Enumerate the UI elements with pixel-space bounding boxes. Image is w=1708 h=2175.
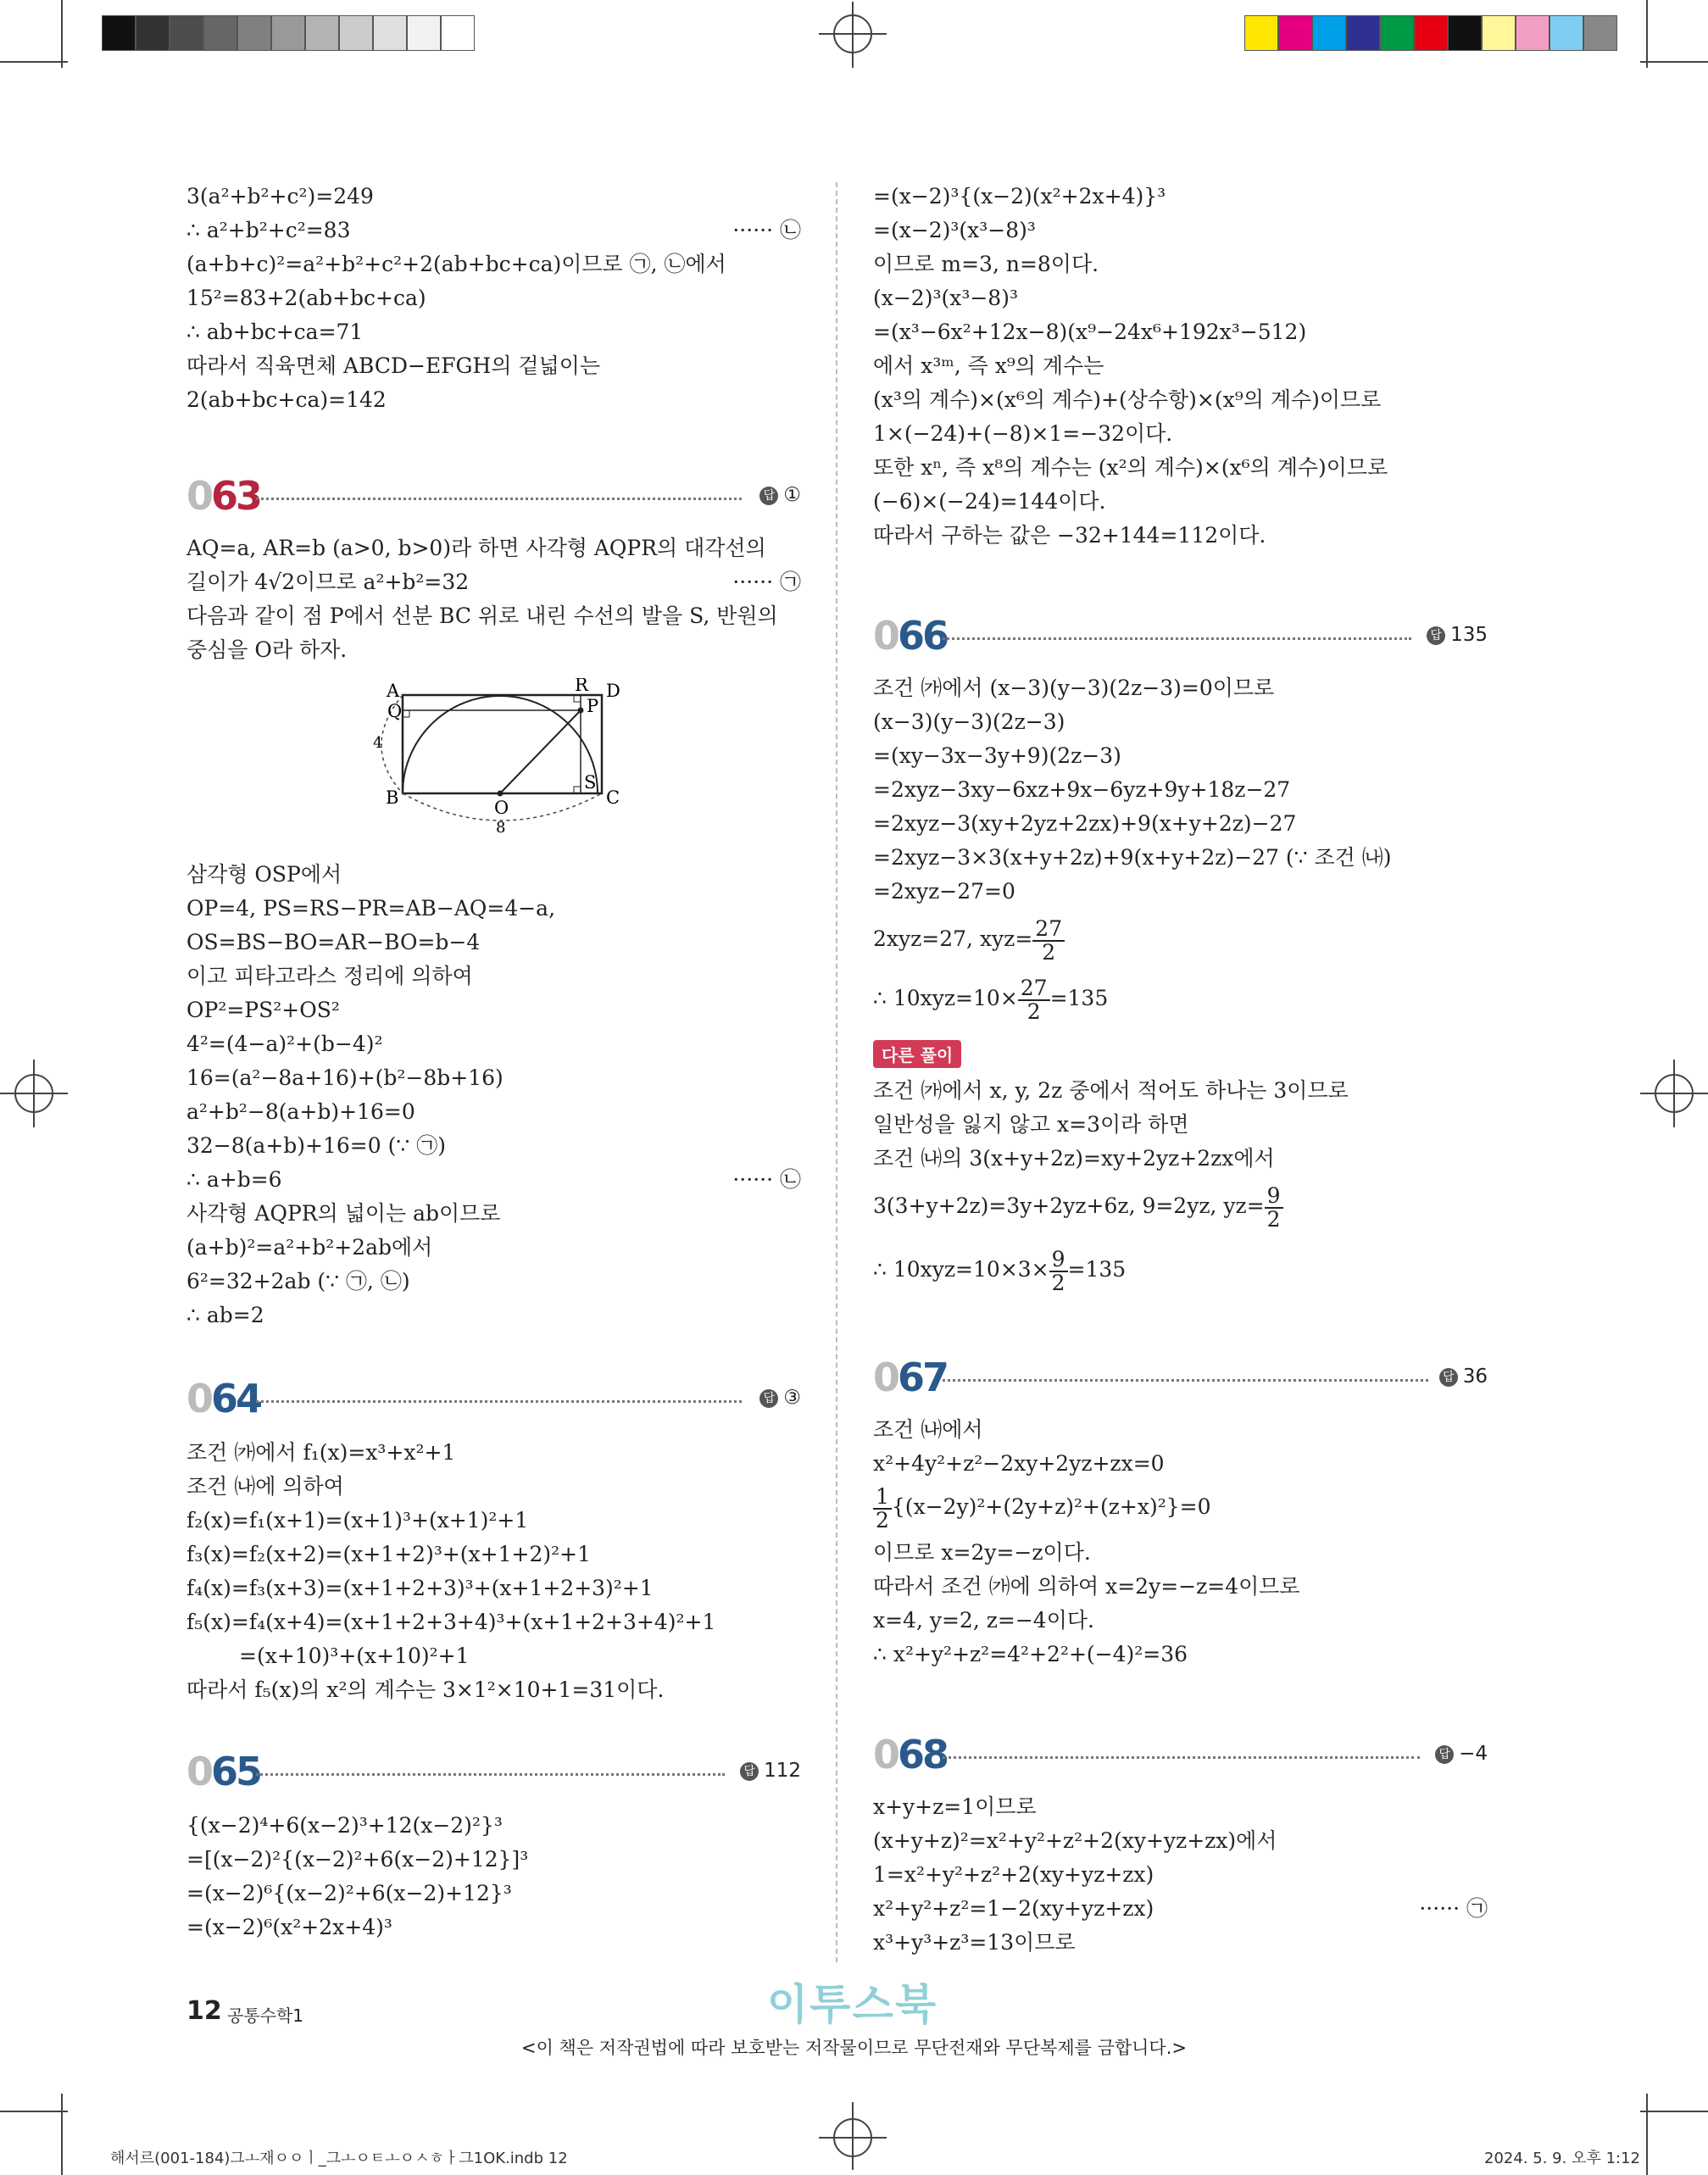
fig-label: P: [587, 696, 599, 716]
equation-marker: ······ ㉠: [732, 570, 801, 594]
fraction-line: ∴ 10xyz=10× $\frac{27}{2}$ =135: [873, 975, 1109, 1024]
crop-mark: [1646, 0, 1648, 68]
book-title: 공통수학1: [227, 2005, 304, 2026]
text-line: OP=4, PS=RS−PR=AB−AQ=4−a,: [186, 896, 556, 921]
crop-mark: [0, 61, 68, 63]
text-line: =2xyz−3xy−6xz+9x−6yz+9y+18z−27: [873, 777, 1291, 802]
leader-dots: [256, 1400, 742, 1403]
answer-badge: 답 112: [740, 1756, 801, 1785]
leader-dots: [943, 1379, 1428, 1382]
text-line: (x−2)³(x³−8)³: [873, 286, 1018, 310]
text-line: 중심을 O라 하자.: [186, 637, 348, 662]
answer-icon: 답: [1427, 626, 1445, 645]
crop-mark: [61, 2094, 63, 2175]
text-line: x²+y²+z²=1−2(xy+yz+zx): [873, 1896, 1154, 1921]
text-line: x+y+z=1이므로: [873, 1794, 1037, 1819]
text-line: 6²=32+2ab (∵ ㉠, ㉡): [186, 1269, 410, 1293]
color-swatch: [305, 15, 339, 51]
text-line: 따라서 구하는 값은 −32+144=112이다.: [873, 523, 1266, 548]
leader-dots: [943, 1756, 1420, 1759]
text-line: =(x³−6x²+12x−8)(x⁹−24x⁶+192x³−512): [873, 320, 1307, 344]
text-line: 32−8(a+b)+16=0 (∵ ㉠): [186, 1133, 446, 1158]
text-line: 1=x²+y²+z²+2(xy+yz+zx): [873, 1862, 1154, 1887]
text-line: 조건 ㈏에 의하여: [186, 1474, 344, 1499]
text-line: 조건 ㈎에서 x, y, 2z 중에서 적어도 하나는 3이므로: [873, 1078, 1349, 1103]
crop-mark: [0, 2111, 68, 2112]
text-line: =(x−2)⁶{(x−2)²+6(x−2)+12}³: [186, 1881, 512, 1905]
registration-target-top: [819, 2, 887, 70]
problem-number: 067: [873, 1355, 948, 1400]
fig-label: C: [606, 787, 620, 808]
fig-label: 4: [373, 734, 383, 752]
answer-icon: 답: [1439, 1368, 1458, 1387]
color-swatch: [1312, 15, 1346, 51]
text-line: 16=(a²−8a+16)+(b²−8b+16): [186, 1065, 503, 1090]
fig-label: O: [494, 798, 509, 818]
text-line: f₄(x)=f₃(x+3)=(x+1+2+3)³+(x+1+2+3)²+1: [186, 1576, 654, 1600]
fig-label: A: [387, 681, 400, 701]
color-swatch: [1448, 15, 1482, 51]
text-line: f₃(x)=f₂(x+2)=(x+1+2)³+(x+1+2)²+1: [186, 1542, 591, 1566]
text-line: ∴ x²+y²+z²=4²+2²+(−4)²=36: [873, 1642, 1188, 1666]
text-line: 조건 ㈏의 3(x+y+2z)=xy+2yz+2zx에서: [873, 1146, 1275, 1171]
text-line: 조건 ㈎에서 f₁(x)=x³+x²+1: [186, 1440, 456, 1465]
text-line: 길이가 4√2이므로 a²+b²=32: [186, 570, 470, 594]
problem-number: 063: [186, 473, 261, 519]
page-number: 12: [186, 1996, 222, 2026]
color-swatch: [170, 15, 203, 51]
problem-number: 065: [186, 1749, 261, 1794]
text-line: 다음과 같이 점 P에서 선분 BC 위로 내린 수선의 발을 S, 반원의: [186, 604, 778, 628]
copyright-notice: <이 책은 저작권법에 따라 보호받는 저작물이므로 무단전재와 무단복제를 금합니다.>: [521, 2038, 1187, 2058]
fig-label: B: [386, 787, 399, 808]
color-swatch: [407, 15, 441, 51]
text-line: 에서 x³ᵐ, 즉 x⁹의 계수는: [873, 353, 1104, 378]
answer-badge: 답 36: [1439, 1362, 1488, 1391]
text-line: (x³의 계수)×(x⁶의 계수)+(상수항)×(x⁹의 계수)이므로: [873, 387, 1382, 412]
text-line: (a+b+c)²=a²+b²+c²+2(ab+bc+ca)이므로 ㉠, ㉡에서: [186, 252, 726, 276]
publisher-logo: 이투스북: [767, 1980, 938, 2029]
fig-label: Q: [387, 701, 403, 721]
registration-target-bottom: [819, 2102, 887, 2170]
fraction-line: 3(3+y+2z)=3y+2yz+6z, 9=2yz, yz= $\frac{9}{2}$: [873, 1182, 1283, 1231]
text-line: ∴ a²+b²+c²=83: [186, 218, 351, 242]
rectangle-semicircle-figure: [364, 678, 644, 848]
text-line: =[(x−2)²{(x−2)²+6(x−2)+12}]³: [186, 1847, 529, 1872]
color-swatch: [1380, 15, 1414, 51]
right-column: [873, 182, 1488, 1962]
leader-dots: [256, 1773, 725, 1776]
text-line: =(x−2)³{(x−2)(x²+2x+4)}³: [873, 184, 1166, 209]
crop-mark: [1640, 2111, 1708, 2112]
text-line: {(x−2)⁴+6(x−2)³+12(x−2)²}³: [186, 1813, 503, 1838]
color-swatch: [441, 15, 475, 51]
answer-badge: 답 135: [1427, 620, 1488, 649]
text-line: 1×(−24)+(−8)×1=−32이다.: [873, 421, 1173, 446]
color-swatch: [1278, 15, 1312, 51]
color-swatch: [102, 15, 136, 51]
equation-marker: ······ ㉠: [1419, 1896, 1488, 1921]
fraction-line: $\frac{1}{2}$ {(x−2y)²+(2y+z)²+(z+x)²}=0: [873, 1483, 1211, 1532]
color-swatch: [1583, 15, 1617, 51]
text-line: ∴ ab=2: [186, 1303, 264, 1327]
answer-icon: 답: [740, 1762, 759, 1781]
fraction-line: ∴ 10xyz=10×3× $\frac{9}{2}$ =135: [873, 1246, 1127, 1295]
fraction-line: 2xyz=27, xyz= $\frac{27}{2}$: [873, 915, 1065, 964]
column-divider: [836, 182, 837, 1962]
color-swatch: [271, 15, 305, 51]
fig-label: R: [575, 678, 588, 695]
answer-badge: 답 ①: [759, 481, 801, 509]
color-swatch: [339, 15, 373, 51]
problem-number: 066: [873, 613, 948, 659]
text-line: (x+y+z)²=x²+y²+z²+2(xy+yz+zx)에서: [873, 1828, 1277, 1853]
crop-mark: [1646, 2094, 1648, 2175]
answer-icon: 답: [759, 487, 778, 505]
text-line: f₂(x)=f₁(x+1)=(x+1)³+(x+1)²+1: [186, 1508, 529, 1533]
color-swatch: [1516, 15, 1549, 51]
text-line: ∴ a+b=6: [186, 1167, 282, 1192]
registration-target-left: [0, 1060, 68, 1127]
fig-label: D: [606, 681, 620, 701]
file-info: 해서르(001-184)그ㅗ재ㅇㅇㅣ_그ㅗㅇㅌㅗㅇㅅㅎㅏ그1OK.indb 12: [110, 2150, 568, 2167]
fig-label: S: [584, 772, 597, 793]
color-swatch: [1414, 15, 1448, 51]
text-line: 일반성을 잃지 않고 x=3이라 하면: [873, 1112, 1189, 1137]
problem-number: 064: [186, 1376, 261, 1421]
text-line: OP²=PS²+OS²: [186, 998, 340, 1022]
text-line: 따라서 직육면체 ABCD−EFGH의 겉넓이는: [186, 353, 601, 378]
equation-marker: ······ ㉡: [732, 218, 801, 242]
text-line: =2xyz−27=0: [873, 879, 1015, 904]
color-swatch: [1244, 15, 1278, 51]
answer-badge: 답 −4: [1435, 1739, 1488, 1768]
color-swatch: [136, 15, 170, 51]
answer-icon: 답: [759, 1389, 778, 1408]
answer-badge: 답 ③: [759, 1383, 801, 1412]
text-line: 조건 ㈏에서: [873, 1417, 983, 1442]
text-line: 조건 ㈎에서 (x−3)(y−3)(2z−3)=0이므로: [873, 676, 1275, 700]
fig-label: 8: [496, 819, 506, 837]
equation-marker: ······ ㉡: [732, 1167, 801, 1192]
color-swatch: [373, 15, 407, 51]
leader-dots: [256, 498, 742, 500]
text-line: =(x−2)³(x³−8)³: [873, 218, 1036, 242]
text-line: =2xyz−3×3(x+y+2z)+9(x+y+2z)−27 (∵ 조건 ㈏): [873, 845, 1392, 870]
text-line: 2(ab+bc+ca)=142: [186, 387, 387, 412]
text-line: =(xy−3x−3y+9)(2z−3): [873, 743, 1121, 768]
leader-dots: [943, 637, 1411, 640]
text-line: a²+b²−8(a+b)+16=0: [186, 1099, 415, 1124]
answer-icon: 답: [1435, 1745, 1454, 1764]
text-line: f₅(x)=f₄(x+4)=(x+1+2+3+4)³+(x+1+2+3+4)²+1: [186, 1610, 716, 1634]
text-line: 따라서 조건 ㈎에 의하여 x=2y=−z=4이므로: [873, 1574, 1300, 1599]
text-line: 이므로 x=2y=−z이다.: [873, 1540, 1091, 1565]
problem-header-067: [873, 1352, 1488, 1411]
color-swatch: [237, 15, 271, 51]
text-line: 이므로 m=3, n=8이다.: [873, 252, 1099, 276]
crop-mark: [1640, 61, 1708, 63]
text-line: 15²=83+2(ab+bc+ca): [186, 286, 426, 310]
text-line: x=4, y=2, z=−4이다.: [873, 1608, 1094, 1633]
text-line: =(x−2)⁶(x²+2x+4)³: [186, 1915, 392, 1939]
text-line: (−6)×(−24)=144이다.: [873, 489, 1106, 514]
color-swatch: [1549, 15, 1583, 51]
text-line: 사각형 AQPR의 넓이는 ab이므로: [186, 1201, 501, 1226]
text-line: (a+b)²=a²+b²+2ab에서: [186, 1235, 433, 1260]
text-line: 삼각형 OSP에서: [186, 862, 342, 887]
text-line: (x−3)(y−3)(2z−3): [873, 709, 1065, 734]
problem-header-068: [873, 1729, 1488, 1788]
print-date: 2024. 5. 9. 오후 1:12: [1484, 2150, 1640, 2167]
text-line: 4²=(4−a)²+(b−4)²: [186, 1032, 383, 1056]
text-line: x³+y³+z³=13이므로: [873, 1930, 1076, 1955]
color-swatch: [1346, 15, 1380, 51]
text-line: 이고 피타고라스 정리에 의하여: [186, 964, 473, 988]
text-line: =(x+10)³+(x+10)²+1: [239, 1644, 470, 1668]
text-line: AQ=a, AR=b (a>0, b>0)라 하면 사각형 AQPR의 대각선의: [186, 536, 766, 560]
text-line: x²+4y²+z²−2xy+2yz+zx=0: [873, 1451, 1165, 1476]
text-line: OS=BS−BO=AR−BO=b−4: [186, 930, 481, 954]
left-column: [186, 182, 801, 1962]
color-swatch: [1482, 15, 1516, 51]
alternate-solution-badge: 다른 풀이: [873, 1040, 961, 1068]
text-line: ∴ ab+bc+ca=71: [186, 320, 364, 344]
color-swatch: [203, 15, 237, 51]
text-line: 따라서 f₅(x)의 x²의 계수는 3×1²×10+1=31이다.: [186, 1677, 665, 1702]
problem-header-064: [186, 1373, 801, 1432]
text-line: =2xyz−3(xy+2yz+2zx)+9(x+y+2z)−27: [873, 811, 1297, 836]
problem-header-066: [873, 610, 1488, 670]
text-line: 3(a²+b²+c²)=249: [186, 184, 374, 209]
text-line: 또한 xⁿ, 즉 x⁸의 계수는 (x²의 계수)×(x⁶의 계수)이므로: [873, 455, 1388, 480]
crop-mark: [61, 0, 63, 68]
problem-header-063: [186, 470, 801, 530]
registration-target-right: [1640, 1060, 1708, 1127]
problem-number: 068: [873, 1732, 948, 1777]
problem-header-065: [186, 1746, 801, 1805]
